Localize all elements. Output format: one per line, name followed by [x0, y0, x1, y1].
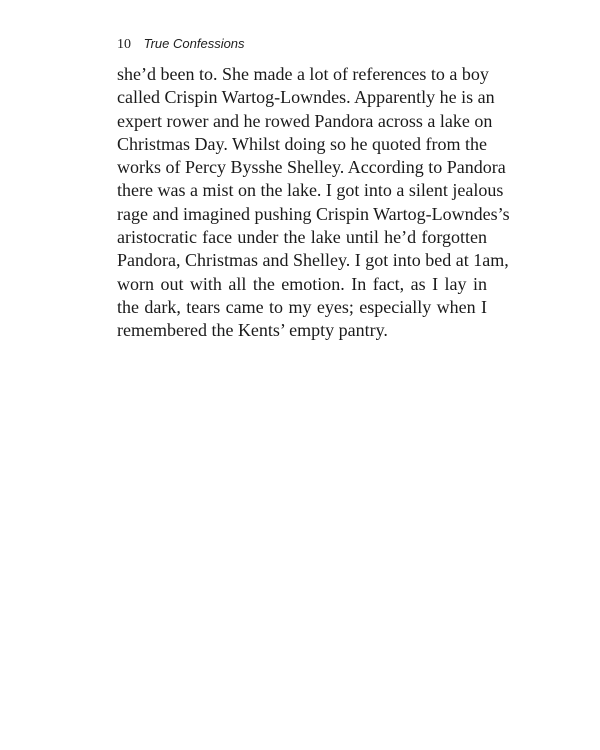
text-line: worn out with all the emotion. In fact, as I lay in: [117, 273, 487, 294]
book-title: True Confessions: [143, 36, 245, 51]
text-line: rage and imagined pushing Crispin Wartog-Lowndes’s: [117, 203, 510, 224]
text-line: the dark, tears came to my eyes; especially when I: [117, 296, 487, 317]
text-line: expert rower and he rowed Pandora across a lake on: [117, 110, 493, 131]
page-number: 10: [117, 37, 131, 52]
text-line: called Crispin Wartog-Lowndes. Apparently he is an: [117, 87, 495, 108]
text-line: works of Percy Bysshe Shelley. According to Pandora: [117, 157, 506, 178]
text-line: there was a mist on the lake. I got into a silent jealous: [117, 180, 504, 201]
text-line: remembered the Kents’ empty pantry.: [117, 320, 388, 341]
text-line: she’d been to. She made a lot of references to a boy: [117, 64, 489, 84]
running-head: [117, 36, 245, 53]
text-line: Pandora, Christmas and Shelley. I got into bed at 1am,: [117, 250, 509, 271]
text-line: aristocratic face under the lake until he’d forgotten: [117, 227, 487, 248]
body-text: [117, 63, 510, 343]
text-line: Christmas Day. Whilst doing so he quoted from the: [117, 133, 487, 154]
